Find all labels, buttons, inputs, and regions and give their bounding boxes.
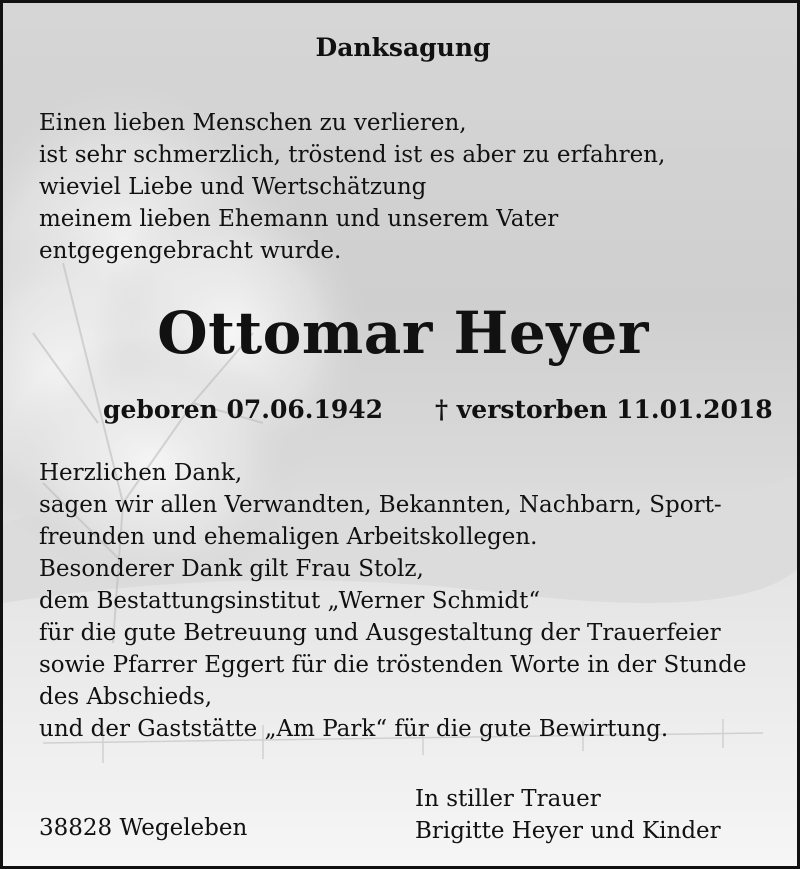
intro-line: wieviel Liebe und Wertschätzung [39,174,427,200]
notice-content [3,3,800,869]
thanks-line: dem Bestattungsinstitut „Werner Schmidt“ [39,588,541,614]
thanks-line: für die gute Betreuung und Ausgestaltung der Trauerfeier [39,620,721,646]
thanks-line: des Abschieds, [39,684,213,710]
thanks-line: und der Gaststätte „Am Park“ für die gute Bewirtung. [39,716,669,742]
thanks-line: freunden und ehemaligen Arbeitskollegen. [39,524,538,550]
thanks-line: Besonderer Dank gilt Frau Stolz, [39,556,424,582]
signature: Brigitte Heyer und Kinder [415,818,721,844]
closing-phrase: In stiller Trauer [415,786,601,812]
thanks-line: sagen wir allen Verwandten, Bekannten, Nachbarn, Sport- [39,492,722,518]
thanks-text [39,457,779,745]
mourners-block [415,783,721,847]
intro-line: ist sehr schmerzlich, tröstend ist es aber zu erfahren, [39,142,666,168]
intro-line: Einen lieben Menschen zu verlieren, [39,110,467,136]
deceased-name: Ottomar Heyer [157,299,649,367]
death-date: † verstorben 11.01.2018 [435,395,773,424]
thanks-line: sowie Pfarrer Eggert für die tröstenden Worte in der Stunde [39,652,747,678]
intro-text [39,107,779,267]
location: 38828 Wegeleben [39,815,248,841]
birth-date: geboren 07.06.1942 [103,395,384,424]
thanks-line: Herzlichen Dank, [39,460,243,486]
intro-line: meinem lieben Ehemann und unserem Vater [39,206,559,232]
notice-heading: Danksagung [315,33,491,62]
intro-line: entgegengebracht wurde. [39,238,342,264]
